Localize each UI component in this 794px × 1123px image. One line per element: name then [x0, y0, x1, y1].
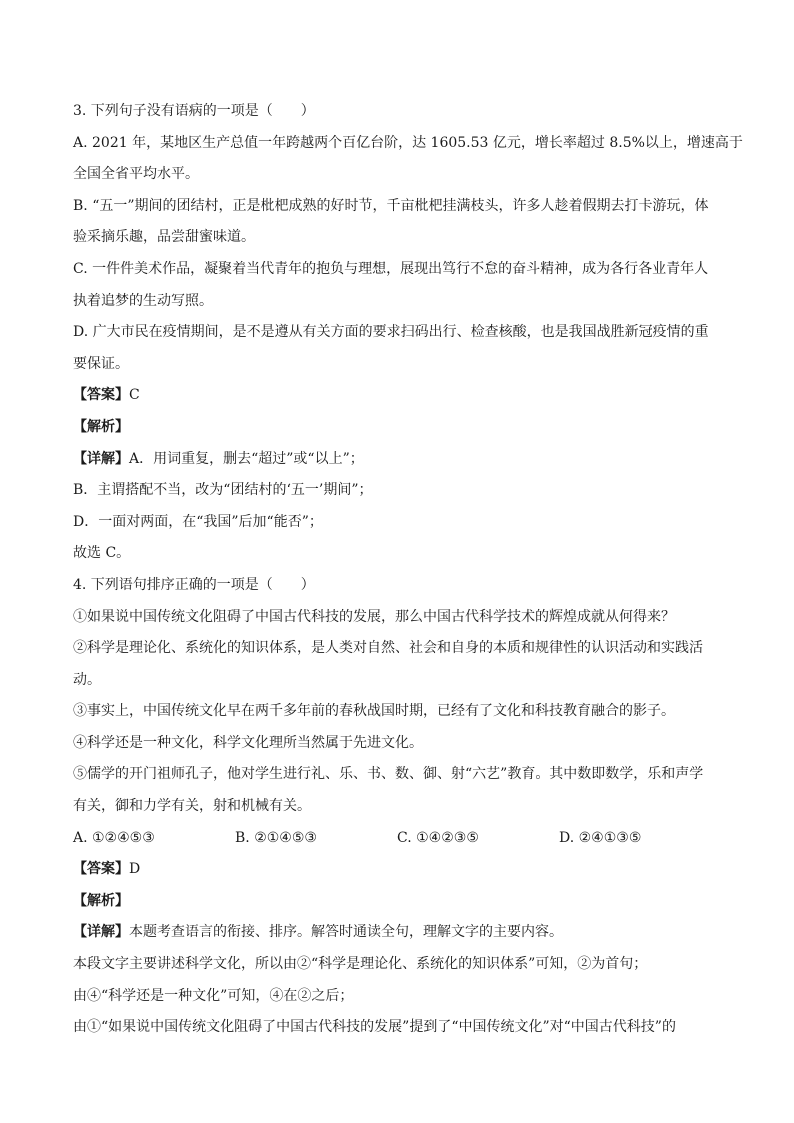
q4-option-c: C. ①④②③⑤: [397, 829, 479, 846]
q3-answer-line: [73, 380, 723, 412]
q4-answer-line: [73, 854, 723, 886]
q3-detail-label: 【详解】: [73, 450, 129, 467]
q3-option-b-line-1: B. “五一”期间的团结村，正是枇杷成熟的好时节，千亩枇杷挂满枝头，许多人趁着假期去打卡游玩，体: [73, 197, 709, 214]
q4-sentence-3: ③事实上，中国传统文化早在两千多年前的春秋战国时期，已经有了文化和科技教育融合的影子。: [73, 703, 675, 720]
q4-detail-line-3: 由④“科学还是一种文化”可知，④在②之后；: [73, 987, 354, 1004]
q3-analysis-label: 【解析】: [73, 418, 129, 435]
q4-option-b: B. ②①④⑤③: [235, 829, 317, 846]
q3-answer-value: C: [129, 387, 140, 404]
q3-detail-line-3: D．一面对两面，在“我国”后加“能否”；: [73, 513, 323, 530]
q4-detail-label: 【详解】: [73, 924, 129, 941]
q3-detail-line-2: B．主谓搭配不当，改为“团结村的‘五一’期间”；: [73, 482, 373, 499]
q4-answer-value: D: [129, 861, 141, 878]
question-4: [73, 570, 723, 1044]
q3-option-d-line-2: 要保证。: [73, 355, 129, 372]
q3-option-c-line-2: 执着追梦的生动写照。: [73, 292, 213, 309]
q3-option-b-line-2: 验采摘乐趣，品尝甜蜜味道。: [73, 229, 255, 246]
q4-answer-label: 【答案】: [73, 861, 129, 878]
q4-detail-text-1: 本题考查语言的衔接、排序。解答时通读全句，理解文字的主要内容。: [129, 924, 563, 941]
q4-analysis-label: 【解析】: [73, 892, 129, 909]
q3-answer-label: 【答案】: [73, 387, 129, 404]
q4-options: [73, 823, 723, 855]
q4-sentence-1: ①如果说中国传统文化阻碍了中国古代科技的发展，那么中国古代科学技术的辉煌成就从何得来？: [73, 608, 675, 625]
q4-sentence-2-line-1: ②科学是理论化、系统化的知识体系，是人类对自然、社会和自身的本质和规律性的认识活动和实践活: [73, 640, 703, 657]
q4-detail-line-4: 由①“如果说中国传统文化阻碍了中国古代科技的发展”提到了“中国传统文化”对“中国古代科技”的: [73, 1019, 676, 1036]
q4-detail-line-1: [73, 917, 723, 949]
q3-option-c-line-1: C. 一件件美术作品，凝聚着当代青年的抱负与理想，展现出笃行不怠的奋斗精神，成为各行各业青年人: [73, 260, 709, 277]
q3-option-a-line-1: A. 2021 年，某地区生产总值一年跨越两个百亿台阶，达 1605.53 亿元，增长率超过 8.5%以上，增速高于: [73, 134, 743, 151]
q4-sentence-5-line-2: 有关，御和力学有关，射和机械有关。: [73, 798, 311, 815]
q4-detail-line-2: 本段文字主要讲述科学文化，所以由②“科学是理论化、系统化的知识体系”可知，②为首句；: [73, 956, 648, 973]
q4-option-a: A. ①②④⑤③: [73, 829, 155, 846]
q3-detail-line-1: [73, 444, 723, 476]
q4-sentence-2-line-2: 动。: [73, 671, 101, 688]
question-3: [73, 96, 743, 570]
q4-sentence-5-line-1: ⑤儒学的开门祖师孔子，他对学生进行礼、乐、书、数、御、射“六艺”教育。其中数即数学，乐和声学: [73, 766, 704, 783]
q3-detail-text-1: A．用词重复，删去“超过”或“以上”；: [129, 450, 364, 467]
question-4-stem: 4. 下列语句排序正确的一项是（ ）: [73, 576, 315, 593]
q3-option-d-line-1: D. 广大市民在疫情期间，是不是遵从有关方面的要求扫码出行、检查核酸，也是我国战胜新冠疫情的重: [73, 324, 709, 341]
q3-option-a-line-2: 全国全省平均水平。: [73, 166, 199, 183]
q4-option-d: D. ②④①③⑤: [559, 829, 642, 846]
q3-detail-line-4: 故选 C。: [73, 545, 131, 562]
q4-sentence-4: ④科学还是一种文化，科学文化理所当然属于先进文化。: [73, 734, 423, 751]
question-3-stem: 3. 下列句子没有语病的一项是（ ）: [73, 103, 315, 119]
question-content: [73, 96, 743, 1044]
